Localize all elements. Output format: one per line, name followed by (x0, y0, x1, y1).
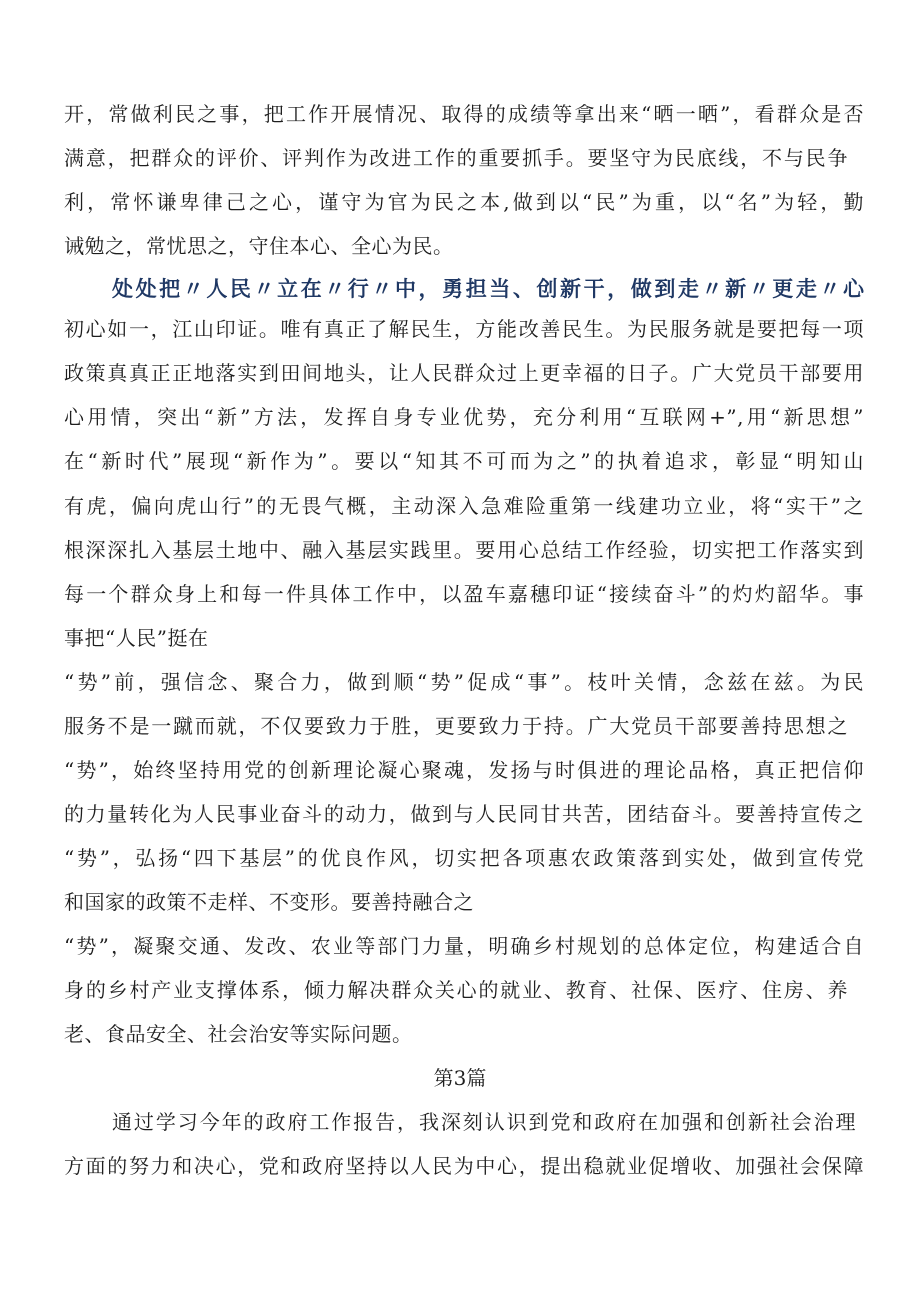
paragraph-line: “势”，弘扬“四下基层”的优良作风，切实把各项惠农政策落到实处，做到宣传党 (64, 846, 864, 870)
paragraph-line: “势”前，强信念、聚合力，做到顺“势”促成“事”。枝叶关情，念兹在兹。为民 (64, 670, 864, 694)
section-title: 第3篇 (433, 1066, 487, 1090)
paragraph-line: 满意，把群众的评价、评判作为改进工作的重要抓手。要坚守为民底线，不与民争 (64, 146, 848, 170)
paragraph-line: 利，常怀谦卑律己之心，谨守为官为民之本,做到以“民”为重，以“名”为轻，勤 (64, 190, 864, 214)
paragraph-line: 政策真真正正地落实到田间地头，让人民群众过上更幸福的日子。广大党员干部要用 (64, 361, 864, 385)
paragraph-line: 开，常做利民之事，把工作开展情况、取得的成绩等拿出来“晒一晒”，看群众是否 (64, 102, 864, 126)
paragraph-line: 初心如一，江山印证。唯有真正了解民生，方能改善民生。为民服务就是要把每一项 (64, 317, 864, 341)
paragraph-line: 事把“人民”挺在 (64, 626, 209, 650)
paragraph-line: 诫勉之，常忧思之，守住本心、全心为民。 (64, 234, 454, 258)
paragraph-line: 有虎，偏向虎山行”的无畏气概，主动深入急难险重第一线建功立业，将“实干”之 (64, 494, 864, 518)
section-heading: 处处把〃人民〃立在〃行〃中，勇担当、创新干，做到走〃新〃更走〃心 (112, 277, 864, 301)
paragraph-line: 老、食品安全、社会治安等实际问题。 (64, 1022, 413, 1046)
paragraph-line: “势”，始终坚持用党的创新理论凝心聚魂，发扬与时俱进的理论品格，真正把信仰 (64, 758, 864, 782)
paragraph-line: 根深深扎入基层土地中、融入基层实践里。要用心总结工作经验，切实把工作落实到 (64, 538, 864, 562)
paragraph-line: “势”，凝聚交通、发改、农业等部门力量，明确乡村规划的总体定位，构建适合自 (64, 934, 864, 958)
paragraph-line: 身的乡村产业支撑体系，倾力解决群众关心的就业、教育、社保、医疗、住房、养 (64, 978, 848, 1002)
paragraph-line: 方面的努力和决心，党和政府坚持以人民为中心，提出稳就业促增收、加强社会保障 (64, 1154, 864, 1178)
paragraph-line: 的力量转化为人民事业奋斗的动力，做到与人民同甘共苦，团结奋斗。要善持宣传之 (64, 802, 864, 826)
paragraph-line: 在“新时代”展现“新作为”。要以“知其不可而为之”的执着追求，彰显“明知山 (64, 449, 864, 473)
paragraph-line: 心用情，突出“新”方法，发挥自身专业优势，充分利用“互联网+”,用“新思想” (64, 405, 864, 429)
paragraph-line: 服务不是一蹴而就，不仅要致力于胜，更要致力于持。广大党员干部要善持思想之 (64, 714, 848, 738)
paragraph-line: 和国家的政策不走样、不变形。要善持融合之 (64, 890, 474, 914)
paragraph-line: 每一个群众身上和每一件具体工作中，以盈车嘉穗印证“接续奋斗”的灼灼韶华。事 (64, 582, 864, 606)
paragraph-line: 通过学习今年的政府工作报告，我深刻认识到党和政府在加强和创新社会治理 (112, 1110, 856, 1134)
